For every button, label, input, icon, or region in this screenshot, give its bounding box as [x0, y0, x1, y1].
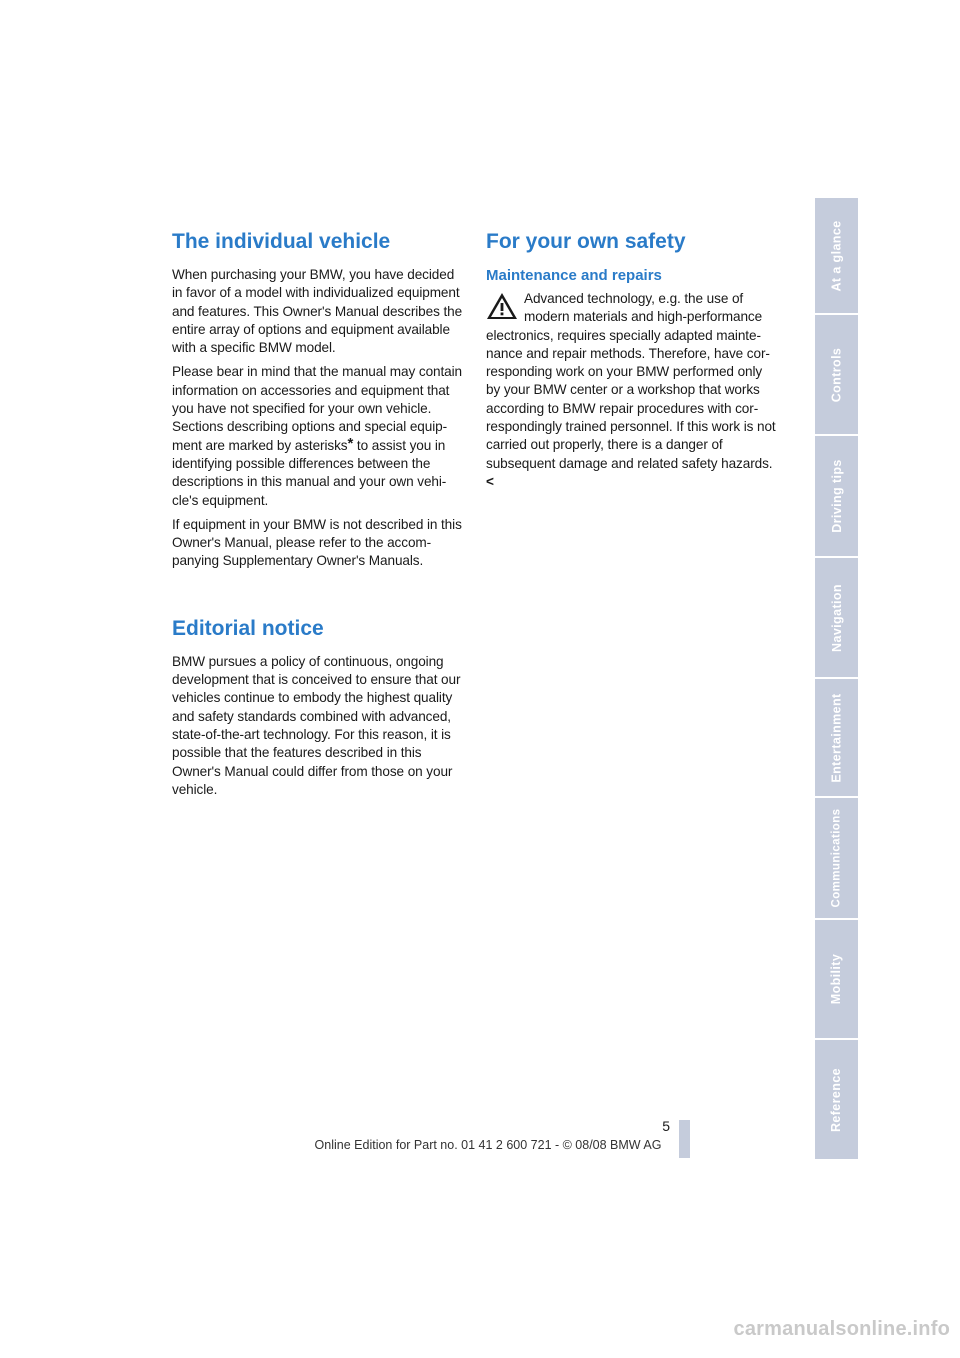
- paragraph-individual-2-after: to assist you in identifying possible differences between the descriptions in this manual and your own vehicle's equipment.: [172, 437, 447, 508]
- paragraph-individual-3: If equipment in your BMW is not described in this Owner's Manual, please refer to the accompanying Supplementary Owner's Manuals.: [172, 516, 462, 569]
- section-spacer: [172, 577, 464, 615]
- paragraph-individual-1: When purchasing your BMW, you have decided in favor of a model with individualized equipment and features. This Owner's Manual describes the entire array of options and equipment available with a specific BMW model.: [172, 267, 463, 356]
- tab-entertainment[interactable]: [815, 679, 858, 796]
- tab-label: Entertainment: [829, 692, 844, 783]
- tab-label: Communications: [830, 808, 843, 908]
- heading-own-safety: For your own safety: [486, 230, 686, 253]
- page-marker: [679, 1120, 690, 1158]
- paragraph-maintenance-text: Advanced technology, e.g. the use of modern materials and high-performance electronics, requires specially adapted maintenance and repair methods. Therefore, have corresponding work on your BMW performed only by your BMW center or a workshop that works according to BMW repair procedures with correspondingly trained personnel. If this work is not carried out properly, there is a danger of subsequent damage and related safety hazards.: [486, 291, 776, 471]
- tab-label: Mobility: [829, 953, 844, 1005]
- tab-label: Driving tips: [829, 459, 844, 533]
- tab-label: At a glance: [829, 219, 844, 292]
- tab-at-a-glance[interactable]: [815, 198, 858, 313]
- right-column: [486, 228, 778, 497]
- tab-label: Navigation: [829, 583, 844, 652]
- tab-navigation[interactable]: [815, 558, 858, 677]
- chapter-sidebar: [815, 198, 858, 1159]
- tab-driving-tips[interactable]: [815, 436, 858, 556]
- asterisk-icon: *: [347, 434, 354, 452]
- paragraph-maintenance: [486, 290, 778, 491]
- left-column: [172, 228, 464, 805]
- tab-controls[interactable]: [815, 315, 858, 434]
- watermark: carmanualsonline.info: [733, 1318, 950, 1340]
- subheading-maintenance-repairs: Maintenance and repairs: [486, 267, 662, 284]
- paragraph-individual-2-before: Please bear in mind that the manual may contain information on accessories and equipment that you have not specified for your own vehicle. Sections describing options and special equipment are marked by asterisks: [172, 364, 463, 453]
- tab-label: Controls: [829, 347, 844, 402]
- page-number: 5: [662, 1118, 670, 1134]
- tab-communications[interactable]: [815, 798, 858, 918]
- end-mark: <: [486, 473, 494, 489]
- paragraph-individual-2: [172, 363, 464, 509]
- tab-mobility[interactable]: [815, 920, 858, 1038]
- paragraph-editorial-1: BMW pursues a policy of continuous, ongoing development that is conceived to ensure that our vehicles continue to embody the highest quality and safety standards combined with advanced, state-of-the-art technology. For this reason, it is possible that the features described in this Owner's Manual could differ from those on your vehicle.: [172, 653, 461, 797]
- tab-label: Reference: [829, 1067, 844, 1132]
- edition-footer: Online Edition for Part no. 01 41 2 600 721 - © 08/08 BMW AG: [314, 1138, 662, 1152]
- heading-individual-vehicle: The individual vehicle: [172, 230, 391, 253]
- warning-triangle-icon: [486, 292, 518, 320]
- tab-reference[interactable]: [815, 1040, 858, 1159]
- heading-editorial-notice: Editorial notice: [172, 616, 324, 640]
